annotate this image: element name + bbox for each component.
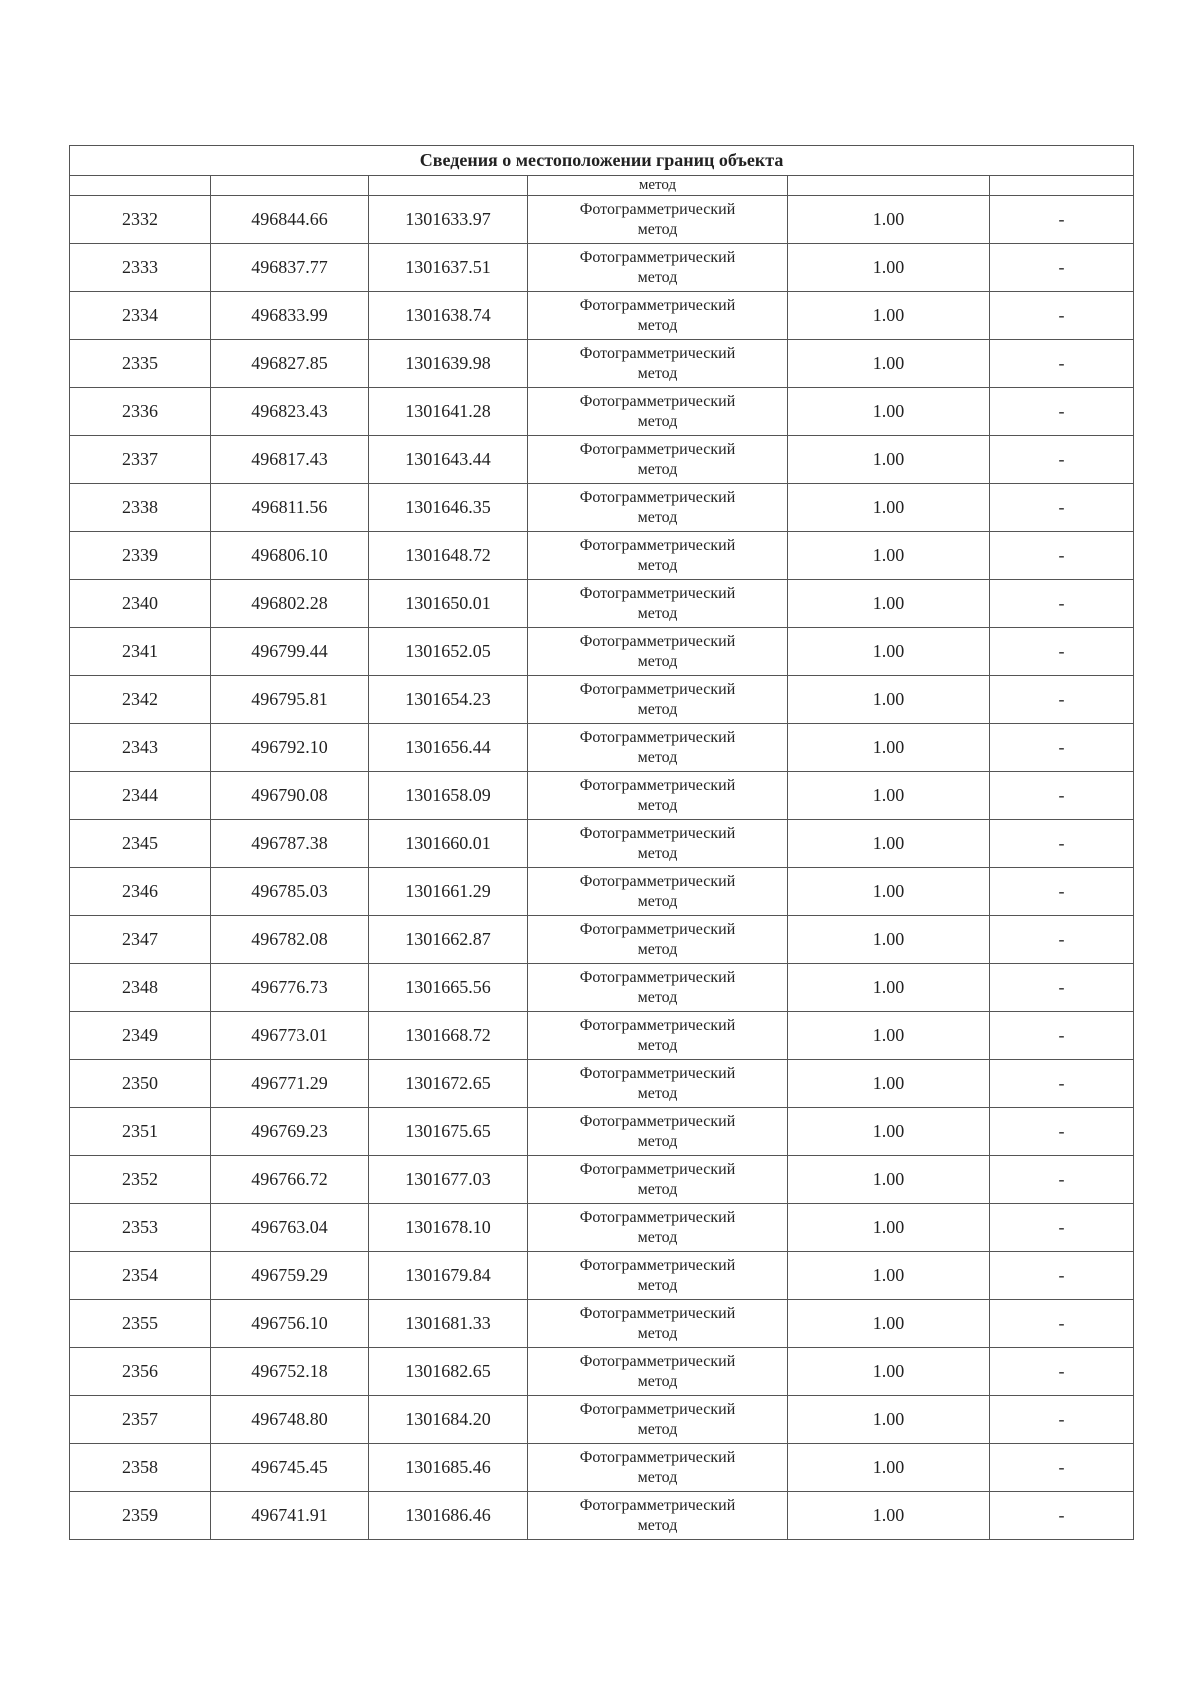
method-line-2: метод — [637, 892, 678, 910]
x-coordinate-cell: 496802.28 — [211, 580, 369, 628]
continuation-cell-accuracy — [788, 176, 990, 196]
note-cell: - — [990, 1396, 1134, 1444]
y-coordinate-cell: 1301650.01 — [369, 580, 528, 628]
accuracy-cell: 1.00 — [788, 1444, 990, 1492]
method-line-1: Фотограмметрический — [579, 776, 736, 794]
method-cell — [528, 964, 788, 1012]
method-line-1: Фотограмметрический — [579, 344, 736, 362]
method-line-2: метод — [637, 988, 678, 1006]
note-cell: - — [990, 244, 1134, 292]
table-row — [70, 1300, 1134, 1348]
note-cell: - — [990, 1156, 1134, 1204]
y-coordinate-cell: 1301646.35 — [369, 484, 528, 532]
x-coordinate-cell: 496759.29 — [211, 1252, 369, 1300]
x-coordinate-cell: 496763.04 — [211, 1204, 369, 1252]
x-coordinate-cell: 496756.10 — [211, 1300, 369, 1348]
x-coordinate-cell: 496844.66 — [211, 196, 369, 244]
method-line-2: метод — [637, 1372, 678, 1390]
method-cell — [528, 388, 788, 436]
method-line-2: метод — [637, 1084, 678, 1102]
y-coordinate-cell: 1301633.97 — [369, 196, 528, 244]
y-coordinate-cell: 1301648.72 — [369, 532, 528, 580]
note-cell: - — [990, 628, 1134, 676]
table-row — [70, 196, 1134, 244]
y-coordinate-cell: 1301665.56 — [369, 964, 528, 1012]
continuation-cell-x — [211, 176, 369, 196]
continuation-row — [70, 176, 1134, 196]
accuracy-cell: 1.00 — [788, 244, 990, 292]
table-row — [70, 1156, 1134, 1204]
x-coordinate-cell: 496799.44 — [211, 628, 369, 676]
accuracy-cell: 1.00 — [788, 868, 990, 916]
table-row — [70, 628, 1134, 676]
method-line-2: метод — [637, 508, 678, 526]
method-line-1: Фотограмметрический — [579, 584, 736, 602]
x-coordinate-cell: 496785.03 — [211, 868, 369, 916]
y-coordinate-cell: 1301654.23 — [369, 676, 528, 724]
point-number-cell: 2354 — [70, 1252, 211, 1300]
point-number-cell: 2350 — [70, 1060, 211, 1108]
method-line-1: Фотограмметрический — [579, 392, 736, 410]
point-number-cell: 2344 — [70, 772, 211, 820]
point-number-cell: 2335 — [70, 340, 211, 388]
method-line-2: метод — [637, 1132, 678, 1150]
note-cell: - — [990, 772, 1134, 820]
x-coordinate-cell: 496827.85 — [211, 340, 369, 388]
point-number-cell: 2339 — [70, 532, 211, 580]
method-cell — [528, 1156, 788, 1204]
note-cell: - — [990, 676, 1134, 724]
method-line-1: Фотограмметрический — [579, 728, 736, 746]
y-coordinate-cell: 1301637.51 — [369, 244, 528, 292]
method-line-2: метод — [637, 1516, 678, 1534]
table-row — [70, 1492, 1134, 1540]
method-cell — [528, 772, 788, 820]
point-number-cell: 2341 — [70, 628, 211, 676]
point-number-cell: 2332 — [70, 196, 211, 244]
note-cell: - — [990, 1108, 1134, 1156]
method-line-1: Фотограмметрический — [579, 824, 736, 842]
method-line-1: Фотограмметрический — [579, 248, 736, 266]
accuracy-cell: 1.00 — [788, 1252, 990, 1300]
method-line-1: Фотограмметрический — [579, 536, 736, 554]
point-number-cell: 2353 — [70, 1204, 211, 1252]
method-line-2: метод — [637, 1420, 678, 1438]
method-line-1: Фотограмметрический — [579, 200, 736, 218]
table-row — [70, 1348, 1134, 1396]
method-line-1: Фотограмметрический — [579, 1112, 736, 1130]
table-row — [70, 484, 1134, 532]
continuation-cell-number — [70, 176, 211, 196]
method-line-2: метод — [637, 652, 678, 670]
accuracy-cell: 1.00 — [788, 580, 990, 628]
method-line-1: Фотограмметрический — [579, 440, 736, 458]
accuracy-cell: 1.00 — [788, 1060, 990, 1108]
method-cell — [528, 916, 788, 964]
x-coordinate-cell: 496833.99 — [211, 292, 369, 340]
x-coordinate-cell: 496817.43 — [211, 436, 369, 484]
accuracy-cell: 1.00 — [788, 964, 990, 1012]
method-cell — [528, 340, 788, 388]
method-cell — [528, 724, 788, 772]
table-row — [70, 1060, 1134, 1108]
method-cell — [528, 1492, 788, 1540]
y-coordinate-cell: 1301662.87 — [369, 916, 528, 964]
accuracy-cell: 1.00 — [788, 676, 990, 724]
accuracy-cell: 1.00 — [788, 1204, 990, 1252]
accuracy-cell: 1.00 — [788, 820, 990, 868]
x-coordinate-cell: 496745.45 — [211, 1444, 369, 1492]
method-line-2: метод — [637, 316, 678, 334]
method-line-1: Фотограмметрический — [579, 1352, 736, 1370]
accuracy-cell: 1.00 — [788, 1300, 990, 1348]
x-coordinate-cell: 496752.18 — [211, 1348, 369, 1396]
method-line-1: Фотограмметрический — [579, 1160, 736, 1178]
accuracy-cell: 1.00 — [788, 1348, 990, 1396]
x-coordinate-cell: 496741.91 — [211, 1492, 369, 1540]
note-cell: - — [990, 1348, 1134, 1396]
continuation-cell-method: метод — [528, 176, 788, 196]
method-cell — [528, 1348, 788, 1396]
y-coordinate-cell: 1301660.01 — [369, 820, 528, 868]
table-row — [70, 244, 1134, 292]
note-cell: - — [990, 484, 1134, 532]
table-row — [70, 676, 1134, 724]
y-coordinate-cell: 1301639.98 — [369, 340, 528, 388]
method-line-1: Фотограмметрический — [579, 968, 736, 986]
method-cell — [528, 1396, 788, 1444]
method-cell — [528, 868, 788, 916]
point-number-cell: 2357 — [70, 1396, 211, 1444]
table-row — [70, 1012, 1134, 1060]
method-line-2: метод — [637, 796, 678, 814]
y-coordinate-cell: 1301678.10 — [369, 1204, 528, 1252]
point-number-cell: 2356 — [70, 1348, 211, 1396]
method-line-2: метод — [637, 1036, 678, 1054]
accuracy-cell: 1.00 — [788, 1396, 990, 1444]
note-cell: - — [990, 1444, 1134, 1492]
method-cell — [528, 1012, 788, 1060]
x-coordinate-cell: 496748.80 — [211, 1396, 369, 1444]
x-coordinate-cell: 496782.08 — [211, 916, 369, 964]
point-number-cell: 2336 — [70, 388, 211, 436]
point-number-cell: 2352 — [70, 1156, 211, 1204]
x-coordinate-cell: 496776.73 — [211, 964, 369, 1012]
y-coordinate-cell: 1301638.74 — [369, 292, 528, 340]
note-cell: - — [990, 1060, 1134, 1108]
x-coordinate-cell: 496795.81 — [211, 676, 369, 724]
method-line-2: метод — [637, 460, 678, 478]
point-number-cell: 2337 — [70, 436, 211, 484]
method-cell — [528, 292, 788, 340]
method-line-1: Фотограмметрический — [579, 1256, 736, 1274]
method-line-2: метод — [637, 1228, 678, 1246]
method-line-1: Фотограмметрический — [579, 1208, 736, 1226]
method-line-1: Фотограмметрический — [579, 1448, 736, 1466]
method-line-2: метод — [637, 268, 678, 286]
continuation-cell-y — [369, 176, 528, 196]
note-cell: - — [990, 724, 1134, 772]
method-line-2: метод — [637, 748, 678, 766]
table-row — [70, 964, 1134, 1012]
method-line-1: Фотограмметрический — [579, 1064, 736, 1082]
point-number-cell: 2334 — [70, 292, 211, 340]
point-number-cell: 2351 — [70, 1108, 211, 1156]
method-line-1: Фотограмметрический — [579, 872, 736, 890]
y-coordinate-cell: 1301643.44 — [369, 436, 528, 484]
note-cell: - — [990, 532, 1134, 580]
point-number-cell: 2340 — [70, 580, 211, 628]
y-coordinate-cell: 1301684.20 — [369, 1396, 528, 1444]
accuracy-cell: 1.00 — [788, 628, 990, 676]
method-cell — [528, 1204, 788, 1252]
y-coordinate-cell: 1301685.46 — [369, 1444, 528, 1492]
x-coordinate-cell: 496837.77 — [211, 244, 369, 292]
method-line-2: метод — [637, 1324, 678, 1342]
accuracy-cell: 1.00 — [788, 340, 990, 388]
table-row — [70, 388, 1134, 436]
method-line-2: метод — [637, 844, 678, 862]
y-coordinate-cell: 1301672.65 — [369, 1060, 528, 1108]
y-coordinate-cell: 1301681.33 — [369, 1300, 528, 1348]
method-line-2: метод — [637, 220, 678, 238]
note-cell: - — [990, 820, 1134, 868]
table-row — [70, 436, 1134, 484]
note-cell: - — [990, 1204, 1134, 1252]
method-cell — [528, 196, 788, 244]
note-cell: - — [990, 292, 1134, 340]
accuracy-cell: 1.00 — [788, 1108, 990, 1156]
x-coordinate-cell: 496792.10 — [211, 724, 369, 772]
y-coordinate-cell: 1301675.65 — [369, 1108, 528, 1156]
point-number-cell: 2347 — [70, 916, 211, 964]
method-line-1: Фотограмметрический — [579, 920, 736, 938]
table-row — [70, 772, 1134, 820]
method-line-1: Фотограмметрический — [579, 488, 736, 506]
note-cell: - — [990, 1300, 1134, 1348]
point-number-cell: 2345 — [70, 820, 211, 868]
note-cell: - — [990, 388, 1134, 436]
method-cell — [528, 436, 788, 484]
x-coordinate-cell: 496787.38 — [211, 820, 369, 868]
x-coordinate-cell: 496771.29 — [211, 1060, 369, 1108]
method-line-2: метод — [637, 1180, 678, 1198]
accuracy-cell: 1.00 — [788, 532, 990, 580]
point-number-cell: 2359 — [70, 1492, 211, 1540]
accuracy-cell: 1.00 — [788, 772, 990, 820]
y-coordinate-cell: 1301656.44 — [369, 724, 528, 772]
accuracy-cell: 1.00 — [788, 292, 990, 340]
point-number-cell: 2338 — [70, 484, 211, 532]
accuracy-cell: 1.00 — [788, 724, 990, 772]
method-cell — [528, 1300, 788, 1348]
y-coordinate-cell: 1301679.84 — [369, 1252, 528, 1300]
note-cell: - — [990, 1492, 1134, 1540]
accuracy-cell: 1.00 — [788, 388, 990, 436]
table-row — [70, 868, 1134, 916]
y-coordinate-cell: 1301661.29 — [369, 868, 528, 916]
method-cell — [528, 580, 788, 628]
accuracy-cell: 1.00 — [788, 196, 990, 244]
table-row — [70, 1396, 1134, 1444]
accuracy-cell: 1.00 — [788, 1012, 990, 1060]
method-cell — [528, 484, 788, 532]
table-title-row — [70, 146, 1134, 176]
method-line-1: Фотограмметрический — [579, 1304, 736, 1322]
method-line-1: Фотограмметрический — [579, 296, 736, 314]
method-cell — [528, 820, 788, 868]
method-cell — [528, 676, 788, 724]
accuracy-cell: 1.00 — [788, 436, 990, 484]
method-line-2: метод — [637, 1276, 678, 1294]
x-coordinate-cell: 496790.08 — [211, 772, 369, 820]
continuation-cell-note — [990, 176, 1134, 196]
x-coordinate-cell: 496766.72 — [211, 1156, 369, 1204]
method-line-2: метод — [637, 556, 678, 574]
y-coordinate-cell: 1301641.28 — [369, 388, 528, 436]
note-cell: - — [990, 1252, 1134, 1300]
note-cell: - — [990, 868, 1134, 916]
method-line-1: Фотограмметрический — [579, 680, 736, 698]
table-body — [70, 146, 1134, 1540]
method-cell — [528, 244, 788, 292]
note-cell: - — [990, 196, 1134, 244]
y-coordinate-cell: 1301652.05 — [369, 628, 528, 676]
point-number-cell: 2348 — [70, 964, 211, 1012]
point-number-cell: 2349 — [70, 1012, 211, 1060]
point-number-cell: 2342 — [70, 676, 211, 724]
point-number-cell: 2355 — [70, 1300, 211, 1348]
y-coordinate-cell: 1301658.09 — [369, 772, 528, 820]
method-cell — [528, 1060, 788, 1108]
note-cell: - — [990, 1012, 1134, 1060]
accuracy-cell: 1.00 — [788, 1156, 990, 1204]
y-coordinate-cell: 1301668.72 — [369, 1012, 528, 1060]
point-number-cell: 2346 — [70, 868, 211, 916]
method-cell — [528, 1444, 788, 1492]
x-coordinate-cell: 496823.43 — [211, 388, 369, 436]
method-cell — [528, 628, 788, 676]
table-row — [70, 1252, 1134, 1300]
method-line-2: метод — [637, 412, 678, 430]
x-coordinate-cell: 496773.01 — [211, 1012, 369, 1060]
table-row — [70, 1444, 1134, 1492]
table-row — [70, 1204, 1134, 1252]
note-cell: - — [990, 964, 1134, 1012]
accuracy-cell: 1.00 — [788, 1492, 990, 1540]
x-coordinate-cell: 496811.56 — [211, 484, 369, 532]
table-row — [70, 1108, 1134, 1156]
note-cell: - — [990, 436, 1134, 484]
boundary-coordinates-table — [69, 145, 1134, 1540]
table-row — [70, 916, 1134, 964]
point-number-cell: 2343 — [70, 724, 211, 772]
table-row — [70, 532, 1134, 580]
method-line-1: Фотограмметрический — [579, 1496, 736, 1514]
note-cell: - — [990, 916, 1134, 964]
accuracy-cell: 1.00 — [788, 916, 990, 964]
table-row — [70, 724, 1134, 772]
x-coordinate-cell: 496806.10 — [211, 532, 369, 580]
x-coordinate-cell: 496769.23 — [211, 1108, 369, 1156]
note-cell: - — [990, 340, 1134, 388]
method-line-2: метод — [637, 700, 678, 718]
table-row — [70, 292, 1134, 340]
y-coordinate-cell: 1301677.03 — [369, 1156, 528, 1204]
y-coordinate-cell: 1301686.46 — [369, 1492, 528, 1540]
method-cell — [528, 532, 788, 580]
method-cell — [528, 1252, 788, 1300]
table-title: Сведения о местоположении границ объекта — [70, 146, 1134, 176]
method-cell — [528, 1108, 788, 1156]
point-number-cell: 2333 — [70, 244, 211, 292]
table-row — [70, 580, 1134, 628]
point-number-cell: 2358 — [70, 1444, 211, 1492]
table-row — [70, 820, 1134, 868]
method-line-2: метод — [637, 1468, 678, 1486]
table-row — [70, 340, 1134, 388]
method-line-2: метод — [637, 940, 678, 958]
method-line-2: метод — [637, 604, 678, 622]
method-line-2: метод — [637, 364, 678, 382]
method-line-1: Фотограмметрический — [579, 1016, 736, 1034]
method-line-1: Фотограмметрический — [579, 632, 736, 650]
method-line-1: Фотограмметрический — [579, 1400, 736, 1418]
accuracy-cell: 1.00 — [788, 484, 990, 532]
y-coordinate-cell: 1301682.65 — [369, 1348, 528, 1396]
note-cell: - — [990, 580, 1134, 628]
